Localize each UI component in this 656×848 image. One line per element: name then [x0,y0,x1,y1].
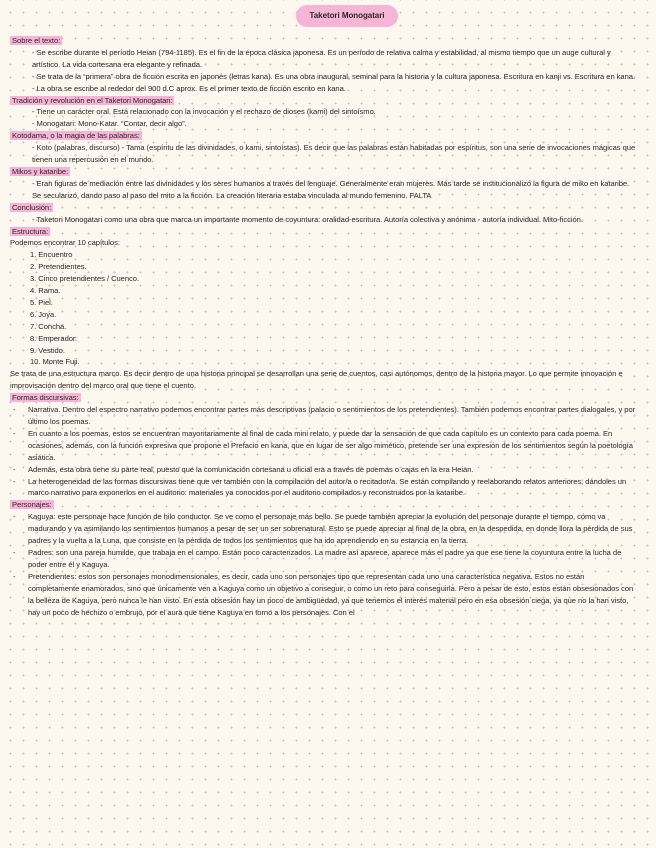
section-heading: Kotodama, o la magia de las palabras: [12,131,140,141]
paragraph: - Eran figuras de mediación entre las divinidades y los seres humanos a través del lenguaje. Generalmente eran mujeres. Más tarde se institucionalizó la figura de miko en kataribe. Se secularizó, dando paso al paso del mito a la ficción. La creación literaria estaba vinculada al mundo femenino. FALTA [32,178,630,200]
chapter-list [10,249,636,368]
section-conclusion [10,202,636,226]
bullet-item: - Pretendientes: estos son personajes monodimensionales, es decir, cada uno son personajes tipo que representan cada uno una característica negativa. Estos no están completamente enamorados, sino que únicamente ven a Kaguya como un objetivo a conseguir, o como un reto para conseguirla. Pero a pesar de esto, estos están obsesionados con la belleza de Kaguya, pero nunca le han visto. En esta obsesión hay un poco de ambigüedad, ya que tenemos el interés material pero en esa obsesión ciega, ya que no la han visto, hay un poco de hechizo o embrujo, por el aura que tiene Kaguya en torno a los personajes. Con el [10,571,636,619]
list-item: 8. Emperador. [30,333,78,343]
section-personajes [10,499,636,618]
list-item: 3. Cinco pretendientes / Cuenco. [30,274,139,284]
section-heading: Tradición y revolución en el Taketori Monogatari: [12,95,173,105]
bullet-item: - Narrativa. Dentro del espectro narrativo podemos encontrar partes más descriptivas (palacio o sentimientos de los pretendientes). También podemos encontrar partes dialogales, y por último los poemas. [10,404,636,428]
section-heading: Estructura: [12,226,49,236]
section-heading: Formas discursivas: [12,393,79,403]
section-heading: Personajes: [12,500,52,510]
paragraph: Se trata de una estructura marco. Es decir dentro de una historia principal se desarrollan una serie de cuentos, casi autónomos, dentro de la historia mayor. Lo que permite innovación e improvisación dentro del marco oral que tiene el cuento. [10,369,623,391]
bullet-item: - En cuanto a los poemas, estos se encuentran mayoritariamente al final de cada mini relato, y puede dar la sensación de que cada capítulo es un contexto para cada poema. En ocasiones, además, con la función expresiva que propone el Prefacio en kana, que en lugar de ser algo mimético, pretende ser una expresión de los sentimientos según la poetología asiática. [10,428,636,464]
paragraph: - Koto (palabras, discurso) - Tama (espíritu de las divinidades, o kami, sintoístas). Es decir que las palabras están habitadas por espíritus, son una serie de invocaciones mágicas que tienen una repercusión en el mundo. [32,143,636,165]
bullet-item: - La heterogeneidad de las formas discursivas tiene que ver también con la compilación del autor/a o recitador/a. Se están compilando y reelaborando relatos anteriores, dándoles un marco narrativo para exponerlos en el auditorio: materiales ya conocidos por el auditorio compilados y reconstruidos por la kataribe. [10,476,636,500]
paragraph: - Se trata de la “primera” obra de ficción escrita en japonés (letras kana). Es una obra inaugural, seminal para la historia y la cultura japonesa. Escritura en kanji vs. Escritura en kana. [32,71,635,81]
section-heading: Sobre el texto: [12,36,61,45]
paragraph: - Tiene un carácter oral. Está relacionado con la invocación y el rechazo de dioses (kami) del sintoísmo. [32,107,376,117]
list-item: 9. Vestido. [30,345,65,355]
paragraph: - Monogatari: Mono-Katar. “Contar, decir algo”. [32,119,187,129]
list-item: 1. Encuentro [30,250,73,260]
paragraph: - Se escribe durante el período Heian (794-1185). Es el fin de la época clásica japonesa. Es un período de relativa calma y estabilidad, al mismo tiempo que un auge cultural y artístico. La vida cortesana era elegante y refinada. [32,47,611,69]
paragraph: Podemos encontrar 10 capítulos: [10,238,120,248]
title-wrap [10,5,636,35]
bullet-item: - Padres: son una pareja humilde, que trabaja en el campo. Están poco caracterizados. La madre así aparece, aparece más el padre ya que ese tiene la coyuntura entre la lucha de poder entre él y Kaguya. [10,547,636,571]
bullet-item: - Kaguya: este personaje hace función de hilo conductor. Se ve como el personaje más bello. Se puede también apreciar la evolución del personaje durante el tiempo, cómo va madurando y va asimilando los sentimientos humanos a pesar de ser un ser sobrenatural. Esto se puede apreciar al final de la obra, en la despedida, en donde llora la pérdida de sus padres y la vuelta a la Luna, que consiste en la pérdida de todos los sentimientos que ha ido aprendiendo en su estancia en la tierra. [10,511,636,547]
section-sobre-texto [10,35,636,95]
list-item: 7. Concha. [30,321,67,331]
list-item: 6. Joya. [30,309,57,319]
paragraph: - Taketori Monogatari como una obra que marca un importante momento de coyuntura: oralidad-escritura. Autoría colectiva y anónima - autoría individual. Mito-ficción. [32,214,583,224]
section-kotodama [10,130,636,166]
section-heading: Mikos y kataribe: [12,166,69,176]
section-estructura [10,226,636,393]
section-tradicion [10,95,636,131]
list-item: 2. Pretendientes. [30,262,87,272]
bullet-item: - Además, esta obra tiene su parte real, puesto que la comunicación cortesana u oficial era a través de poemas o cajas en la era Heian. [10,464,636,476]
list-item: 4. Rama. [30,286,61,296]
page-title: Taketori Monogatari [296,5,399,27]
section-mikos [10,166,636,202]
section-formas [10,392,636,499]
section-heading: Conclusión: [12,202,52,212]
list-item: 10. Monte Fuji. [30,357,80,367]
list-item: 5. Piel. [30,297,53,307]
paragraph: - La obra se escribe al rededor del 900 d.C aprox. Es el primer texto de ficción escrito en kana. [32,83,346,93]
